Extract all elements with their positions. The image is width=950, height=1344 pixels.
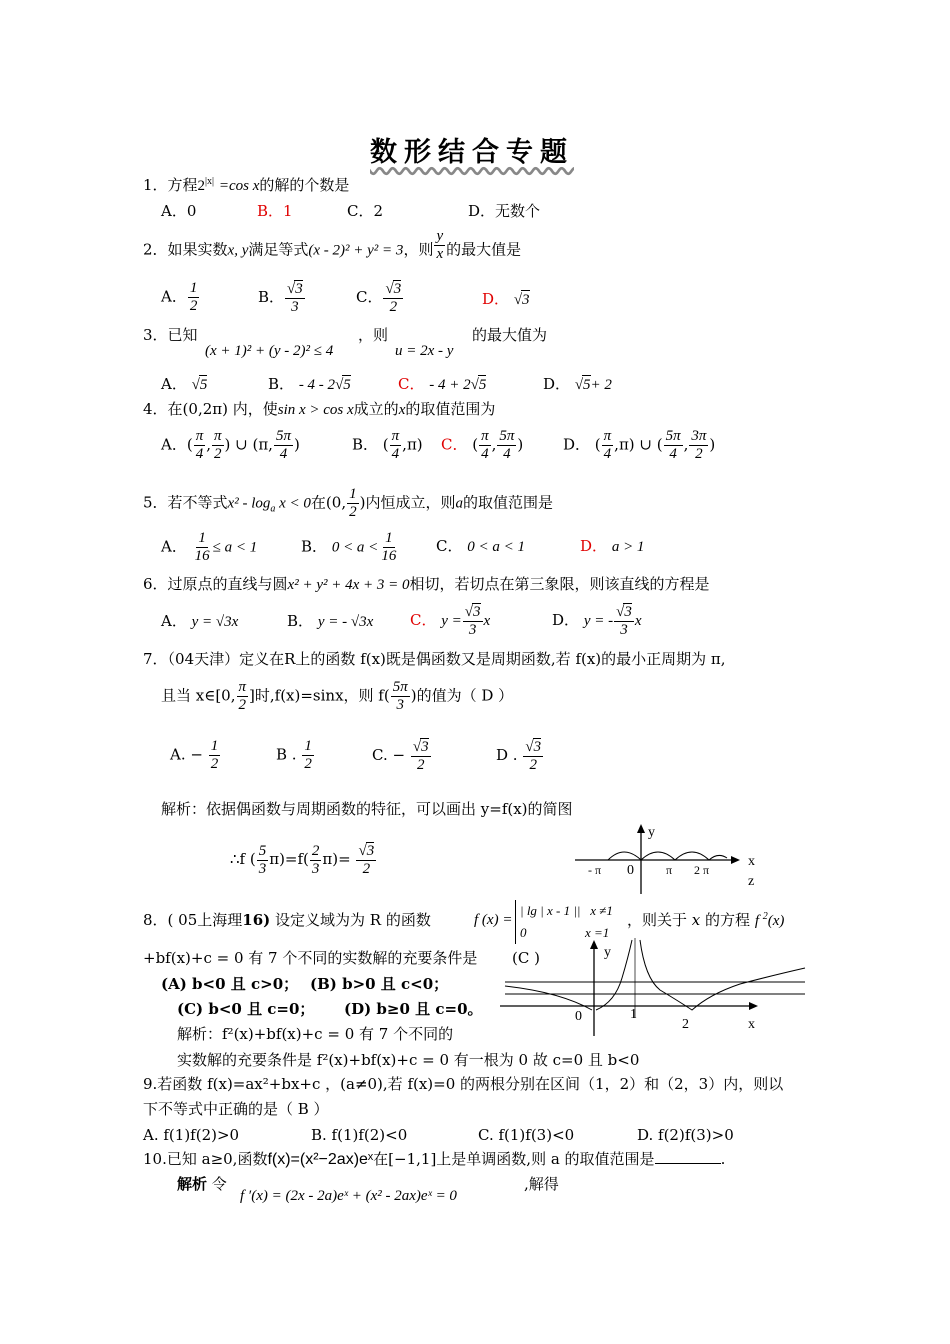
q2-opt-d: D． √3 — [482, 290, 530, 308]
q3-stem-c: 的最大值为 — [472, 326, 548, 344]
q9-opt-d: D. f(2)f(3)>0 — [637, 1126, 734, 1144]
q2-stem: 2．如果实数x, y满足等式(x - 2)² + y² = 3，则 $\frac{y}{x}$ 的最大值是 — [143, 228, 522, 262]
q7-conclusion: ∴f ( $\frac{5}{3}$ π)=f( $\frac{2}{3}$ π)= $\frac{√3}{2}$ — [230, 842, 375, 877]
q8-label-zero: 0 — [575, 1009, 582, 1024]
q2-eq: (x - 2)² + y² = 3 — [308, 242, 404, 259]
q8-analysis-1: 解析：f²(x)+bf(x)+c = 0 有 7 个不同的 — [177, 1025, 454, 1043]
q10-stem: 10.已知 a≥0,函数f(x)=(x²−2ax)eˣ在[−1,1]上是单调函数,则 a 的取值范围是 . — [143, 1150, 726, 1168]
q8-y-arrow — [590, 940, 598, 949]
q8-answer: (C ) — [512, 949, 540, 967]
q6-opt-c: C． y = $\frac{√3}{3}$ x — [410, 604, 491, 638]
q6-stem: 6．过原点的直线与圆x² + y² + 4x + 3 = 0相切，若切点在第三象限，则该直线的方程是 — [143, 575, 710, 593]
q9-opt-b: B. f(1)f(2)<0 — [311, 1126, 408, 1144]
q6-opt-d: D． y = - $\frac{√3}{3}$ x — [552, 604, 642, 638]
q10-analysis-end: ,解得 — [524, 1175, 559, 1193]
q3-opt-a: A． √5 — [161, 375, 208, 393]
q7-x-arrow — [731, 856, 740, 864]
q7-label-pi: π — [666, 863, 673, 877]
q4-stem: 4．在(0,2π) 内，使sin x > cos x成立的x的取值范围为 — [143, 400, 496, 418]
q5-opt-d: D． a > 1 — [580, 537, 645, 555]
q9-opt-c: C. f(1)f(3)<0 — [478, 1126, 575, 1144]
q2-stem-text-d: 的最大值是 — [446, 240, 522, 259]
q7-opt-c: C. − $\frac{√3}{2}$ — [372, 739, 429, 773]
q8-stem-c: ，则关于 x 的方程 f $^2$(x) — [627, 911, 785, 929]
q2-opt-c: C． $\frac{√3}{2}$ — [356, 281, 402, 315]
q8-label-y: y — [604, 945, 611, 960]
q3-stem-b: ，则 — [358, 326, 389, 344]
q7-label-x: x — [748, 854, 755, 869]
q7-opt-a: A. − $\frac{1}{2}$ — [170, 738, 219, 772]
q2-opt-a: A． $\frac{1}{2}$ — [161, 280, 198, 314]
q2-opt-b: B． $\frac{√3}{3}$ — [258, 281, 303, 315]
q1-stem-text: 1．方程 — [143, 176, 198, 194]
q4-opt-a: A．( $\frac{\pi}{4}$ , $\frac{\pi}{2}$ ) ∪ (π, $\frac{5\pi}{4}$ ) — [161, 428, 300, 462]
q1-opt-c: C．2 — [347, 202, 384, 220]
q7-line2: 且当 x∈[0, $\frac{\pi}{2}$ ]时,f(x)=sinx，则 f( $\frac{5\pi}{3}$ )的值为（ D ） — [161, 679, 514, 713]
q6-opt-a: A． y = √3x — [161, 612, 239, 630]
q1-opt-a: A．0 — [161, 202, 197, 220]
q8-opt-d: (D) b≥0 且 c=0。 — [344, 1000, 483, 1018]
q3-stem: 3．已知 — [143, 326, 198, 344]
q5-stem: 5．若不等式$x^2 - \log_a x < 0$在(0, $\frac{1}{2}$ )内恒成立，则a的取值范围是 — [143, 486, 553, 520]
q8-func: f (x) = — [474, 912, 513, 928]
q1-expr: =cos x — [218, 178, 260, 194]
q7-opt-b: B . $\frac{1}{2}$ — [276, 738, 312, 772]
q10-derivative: f ′(x) = (2x - 2a)eˣ + (x² - 2ax)eˣ = 0 — [240, 1188, 457, 1204]
q4-opt-d: D． ( $\frac{\pi}{4}$ ,π) ∪ ( $\frac{5\pi}{4}$ , $\frac{3\pi}{2}$ ) — [563, 428, 716, 462]
q1-opt-b: B．1 — [257, 202, 293, 220]
q8-curve-right — [640, 940, 805, 1010]
q7-label-2pi: 2 π — [694, 863, 710, 877]
q9-line1: 9.若函数 f(x)=ax²+bx+c ，(a≠0),若 f(x)=0 的两根分别在区间（1，2）和（2，3）内，则以 — [143, 1075, 784, 1093]
page-title: 数形结合专题 — [370, 137, 574, 168]
q5-opt-b: B． 0 < a < $\frac{1}{16}$ — [301, 530, 397, 564]
q8-stem: 8．( 05上海理16) 设定义域为为 R 的函数 — [143, 911, 431, 929]
q7-analysis: 解析：依据偶函数与周期函数的特征，可以画出 y=f(x)的简图 — [161, 800, 573, 818]
q2-stem-text-c: ，则 — [403, 240, 434, 259]
q2-vars: x, y — [227, 242, 249, 259]
q2-stem-text: 2．如果实数 — [143, 240, 228, 259]
q8-label-two: 2 — [682, 1017, 689, 1032]
q8-curve-left — [505, 940, 632, 1010]
q7-label-y: y — [648, 825, 655, 840]
q3-expr: u = 2x - y — [395, 343, 454, 359]
q3-opt-d: D． √5+ 2 — [543, 375, 612, 393]
q7-y-arrow — [637, 824, 645, 833]
q3-opt-c: C． - 4 + 2√5 — [398, 375, 487, 393]
q7-graph — [570, 818, 770, 898]
q7-label-zero: 0 — [627, 863, 634, 878]
q9-line2: 下不等式中正确的是（ B ） — [143, 1100, 329, 1118]
q8-x-arrow — [749, 1002, 758, 1010]
q8-piecewise: | lg | x - 1 || x ≠1 0 x =1 — [515, 900, 613, 944]
q1-opt-d: D．无数个 — [468, 202, 541, 220]
q5-opt-a: A． $\frac{1}{16}$ ≤ a < 1 — [161, 530, 258, 564]
q2-stem-text-b: 满足等式 — [248, 240, 309, 259]
q8-label-x: x — [748, 1017, 755, 1032]
q3-opt-b: B． - 4 - 2√5 — [268, 375, 351, 393]
q7-curve — [608, 852, 727, 860]
q1-stem: 1．方程$2^{|x|} =\cos$ x的解的个数是 — [143, 176, 350, 194]
q5-opt-c: C． 0 < a < 1 — [436, 537, 526, 555]
q10-answer-blank — [655, 1163, 721, 1164]
q8-opt-a: (A) b<0 且 c>0； — [161, 975, 299, 993]
q10-analysis: 解析 令 — [177, 1175, 227, 1193]
q8-opt-c: (C) b<0 且 c=0； — [177, 1000, 315, 1018]
q8-analysis-2: 实数解的充要条件是 f²(x)+bf(x)+c = 0 有一根为 0 故 c=0 且 b<0 — [177, 1051, 640, 1069]
q7-stem: 7．（04天津）定义在R上的函数 f(x)既是偶函数又是周期函数,若 f(x)的最小正周期为 π, — [143, 650, 726, 668]
q8-line2: +bf(x)+c = 0 有 7 个不同的实数解的充要条件是 — [143, 949, 478, 967]
q4-opt-b: B． ( $\frac{\pi}{4}$ ,π) — [352, 428, 423, 462]
q7-label-z: z — [748, 874, 755, 889]
q9-opt-a: A. f(1)f(2)>0 — [143, 1126, 240, 1144]
q7-label-neg-pi: - π — [588, 863, 602, 877]
q1-stem-end: 的解的个数是 — [259, 176, 350, 194]
q7-opt-d: D . $\frac{√3}{2}$ — [496, 739, 542, 773]
q3-cond: (x + 1)² + (y - 2)² ≤ 4 — [205, 343, 334, 359]
q4-opt-c: C． ( $\frac{\pi}{4}$ , $\frac{5\pi}{4}$ ) — [441, 428, 524, 462]
q8-graph — [500, 938, 810, 1038]
q6-opt-b: B． y = - √3x — [287, 612, 374, 630]
q8-label-one: 1 — [630, 1007, 637, 1022]
q8-opt-b: (B) b>0 且 c<0； — [310, 975, 449, 993]
